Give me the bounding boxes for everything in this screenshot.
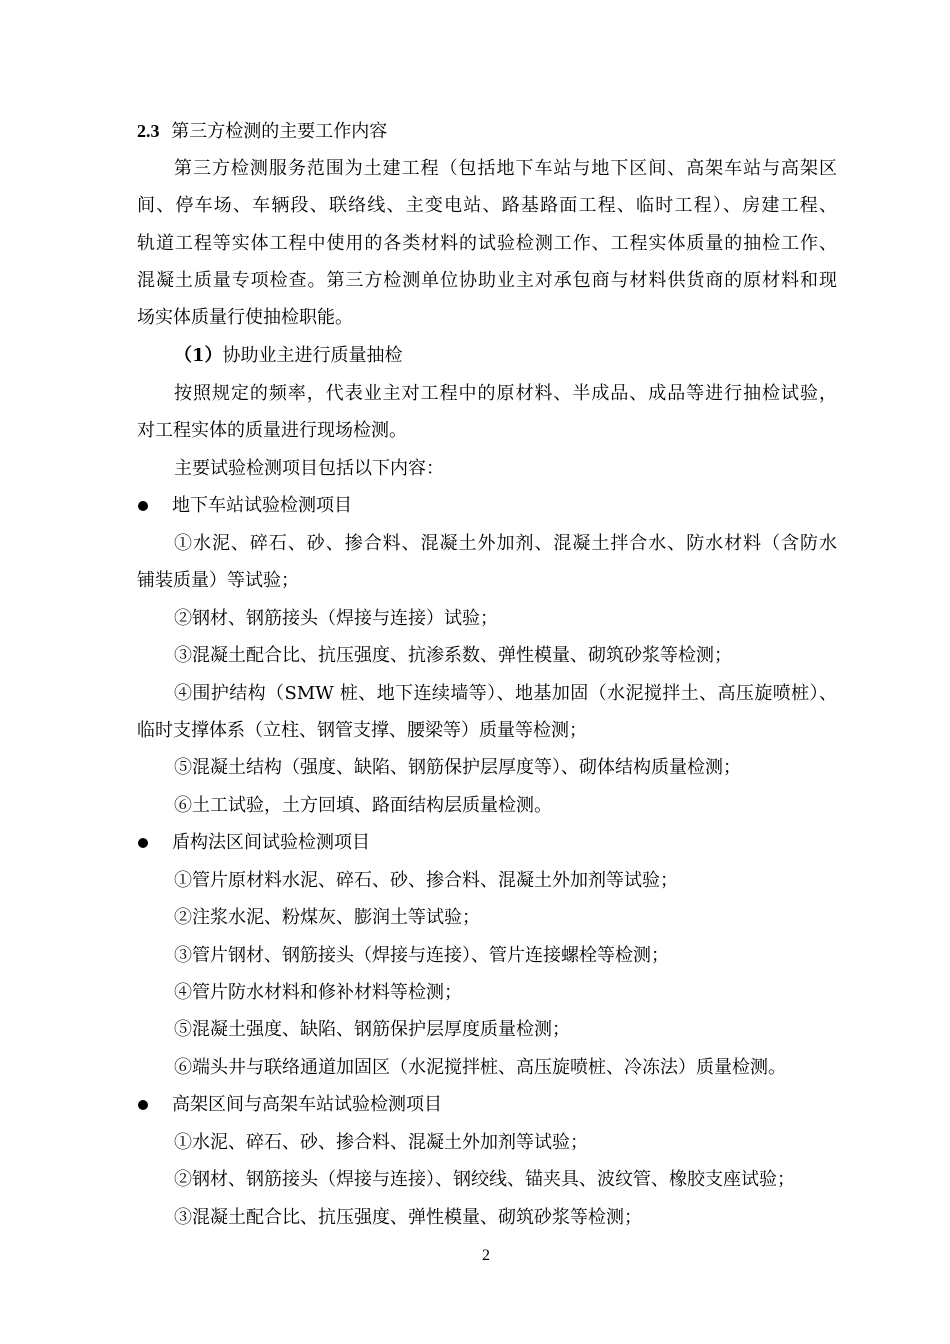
- sampling-line: 按照规定的频率，代表业主对工程中的原材料、半成品、成品等进行抽检试验，: [174, 383, 837, 404]
- list-item: 临时支撑体系（立柱、钢管支撑、腰梁等）质量等检测；: [137, 720, 587, 741]
- list-item: ⑥端头井与联络通道加固区（水泥搅拌桩、高压旋喷桩、冷冻法）质量检测。: [174, 1057, 786, 1078]
- sampling-line: 对工程实体的质量进行现场检测。: [137, 420, 407, 441]
- bullet-icon: [138, 838, 148, 848]
- subsection-number: （1）: [174, 345, 223, 366]
- main-items-intro: 主要试验检测项目包括以下内容：: [174, 458, 444, 479]
- bullet-icon: [138, 501, 148, 511]
- list-item: ①水泥、碎石、砂、掺合料、混凝土外加剂等试验；: [174, 1132, 588, 1153]
- subsection-heading: [174, 345, 403, 367]
- list-item: ⑤混凝土结构（强度、缺陷、钢筋保护层厚度等）、砌体结构质量检测；: [174, 757, 741, 778]
- list-item: ⑤混凝土强度、缺陷、钢筋保护层厚度质量检测；: [174, 1019, 570, 1040]
- section-heading-title: 第三方检测的主要工作内容: [171, 121, 388, 142]
- list-section-title: 地下车站试验检测项目: [172, 495, 352, 516]
- intro-line: 轨道工程等实体工程中使用的各类材料的试验检测工作、工程实体质量的抽检工作、: [137, 233, 837, 254]
- list-item: ②钢材、钢筋接头（焊接与连接）试验；: [174, 608, 498, 629]
- list-item: ④管片防水材料和修补材料等检测；: [174, 982, 462, 1003]
- list-item: ③混凝土配合比、抗压强度、弹性模量、砌筑砂浆等检测；: [174, 1207, 642, 1228]
- bullet-icon: [138, 1100, 148, 1110]
- list-item: ③管片钢材、钢筋接头（焊接与连接）、管片连接螺栓等检测；: [174, 945, 669, 966]
- list-section-title: 盾构法区间试验检测项目: [172, 832, 370, 853]
- list-item: ③混凝土配合比、抗压强度、抗渗系数、弹性模量、砌筑砂浆等检测；: [174, 645, 732, 666]
- intro-line: 混凝土质量专项检查。第三方检测单位协助业主对承包商与材料供货商的原材料和现: [137, 270, 837, 291]
- section-heading-number: 2.3: [137, 121, 160, 141]
- intro-line: 第三方检测服务范围为土建工程（包括地下车站与地下区间、高架车站与高架区: [174, 158, 837, 179]
- intro-line: 间、停车场、车辆段、联络线、主变电站、路基路面工程、临时工程）、房建工程、: [137, 195, 837, 216]
- list-item: ②钢材、钢筋接头（焊接与连接）、钢绞线、锚夹具、波纹管、橡胶支座试验；: [174, 1169, 795, 1190]
- list-item: ②注浆水泥、粉煤灰、膨润土等试验；: [174, 907, 480, 928]
- list-item: ⑥土工试验，土方回填、路面结构层质量检测。: [174, 795, 552, 816]
- section-heading: [137, 120, 387, 142]
- list-section-title: 高架区间与高架车站试验检测项目: [172, 1094, 442, 1115]
- list-item: 铺装质量）等试验；: [137, 570, 299, 591]
- list-item: ④围护结构（SMW 桩、地下连续墙等）、地基加固（水泥搅拌土、高压旋喷桩）、: [174, 683, 837, 704]
- list-item: ①水泥、碎石、砂、掺合料、混凝土外加剂、混凝土拌合水、防水材料（含防水: [174, 533, 837, 554]
- subsection-title: 协助业主进行质量抽检: [222, 345, 403, 366]
- intro-line: 场实体质量行使抽检职能。: [137, 307, 353, 328]
- page-number: 2: [482, 1247, 490, 1264]
- list-item: ①管片原材料水泥、碎石、砂、掺合料、混凝土外加剂等试验；: [174, 870, 678, 891]
